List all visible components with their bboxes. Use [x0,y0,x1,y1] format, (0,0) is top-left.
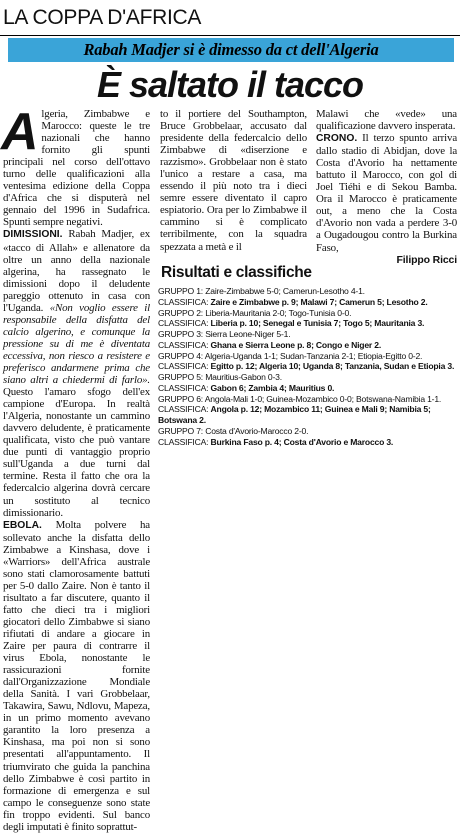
paragraph-crono: Il terzo spunto arriva dallo stadio di Abidjan, dove la Costa d'Avorio ha nettamente battuto il Marocco, con gol di Joel Tiéhi e di Sekou Bamba. Ora il Marocco è praticamente out, a meno che la Costa d'Avorio non vada a perdere 3-0 a Ougadougou contro la Burkina Faso, [316,132,457,254]
row-label: GRUPPO 4: [158,350,205,361]
paragraph-dimissioni-cont: Questo l'amaro sfogo dell'ex campione d'Europa. In realtà l'Algeria, nonostante un cammino davvero deludente, è praticamente qualificata, visto che può vantare due punti di vantaggio proprio sull'Uganda a due turni dal termine. Resta il fatto che ora la federcalcio algerina dovrà cercare un sostituto al tecnico dimissionario. [3,386,150,519]
article-column-3 [316,108,457,266]
results-row [158,308,458,319]
row-label: CLASSIFICA: [158,296,211,307]
standings-row [158,361,458,372]
standings-row [158,318,458,329]
section-header: LA COPPA D'AFRICA [0,0,460,36]
results-row [158,394,458,405]
results-row [158,286,458,297]
subhead-dimissioni: DIMISSIONI. [3,229,63,241]
row-label: GRUPPO 6: [158,393,205,404]
standings-row [158,297,458,308]
row-text: Liberia p. 10; Senegal e Tunisia 7; Togo 5; Mauritania 3. [210,318,425,329]
row-text: Mauritius-Gabon 0-3. [205,372,282,382]
row-text: Liberia-Mauritania 2-0; Togo-Tunisia 0-0. [205,307,352,318]
standings-row [158,437,458,448]
results-row [158,426,458,437]
paragraph-dimissioni: Rabah Madjer, ex «tacco di Allah» e allenatore da oltre un anno della nazionale algerina, ha rassegnato le dimissioni dopo il deludente pareggio ottenuto in casa con l'Uganda. [3,228,150,314]
row-text: Burkina Faso p. 4; Costa d'Avorio e Marocco 3. [210,436,394,447]
row-text: Ghana e Sierra Leone p. 8; Congo e Niger 2. [210,339,382,350]
headline: È saltato il tacco [96,64,364,105]
row-label: CLASSIFICA: [158,436,211,447]
row-text: Angola p. 12; Mozambico 11; Guinea e Mali 9; Namibia 5; Botswana 2. [158,404,431,425]
results-row [158,329,458,340]
row-label: CLASSIFICA: [158,382,211,393]
quote-madjer: «Non voglio essere il responsabile della disfatta del calcio algerino, e comunque la pressione su di me è diventata eccessiva, non riesco a resistere e preferisco andarmene prima che siano altri a chiedermi di farlo». [3,301,151,387]
row-label: GRUPPO 2: [158,307,206,318]
article-column-1 [1,103,151,833]
drop-cap: A [1,103,39,161]
paragraph-ebola: Molta polvere ha sollevato anche la disfatta dello Zimbabwe a Kinshasa, dove i «Warriors» dell'Africa australe sono stati clamorosamente battuti per 5-0 dallo Zaire. Non è tanto il risultato a far discutere, quanto il fatto che dieci tra i migliori giocatori dello Zimbabwe si siano rifiutati di andare a giocare in Zaire per paura di contrarre il virus Ebola, nonostante le rassicurazioni fornite dall'Organizzazione Mondiale della Sanità. I vari Grobbelaar, Takawira, Sawu, Ndlovu, Mapeza, in un primo momento avevano garantito la loro presenza a Kinshasa, ma poi non si sono presentati all'appuntamento. Il triumvirato che guida la panchina dello Zimbabwe è così partito in formazione di emergenza e sul campo le conseguenze sono state fin troppo evidenti. Sul banco degli imputati è finito soprattut- [3,518,150,833]
row-label: CLASSIFICA: [158,318,211,329]
row-text: Egitto p. 12; Algeria 10; Uganda 8; Tanzania, Sudan e Etiopia 3. [210,361,455,372]
subhead-ebola: EBOLA. [3,519,42,531]
standings-row [158,340,458,351]
row-label: GRUPPO 7: [158,425,206,436]
row-text: Costa d'Avorio-Marocco 2-0. [205,425,309,436]
results-row [158,372,458,383]
row-label: CLASSIFICA: [158,361,211,372]
row-label: CLASSIFICA: [158,339,211,350]
row-text: Sierra Leone-Niger 5-1. [205,329,291,339]
kicker-banner: Rabah Madjer si è dimesso da ct dell'Algeria [8,38,454,62]
row-label: GRUPPO 1: [158,286,206,296]
paragraph-malawi: Malawi che «vede» una qualificazione davvero insperata. [316,108,457,133]
author-signature: Filippo Ricci [396,253,457,266]
row-label: CLASSIFICA: [158,404,211,415]
paragraph-grobbelaar: to il portiere del Southampton, Bruce Grobbelaar, accusato dal presidente della federcalcio dello Zimbabwe di «diserzione e razzismo». Grobbelaar non è stato l'unico a restare a casa, ma essendo il più noto tra i dieci semre essere diventato il capro espiatorio. Ora per lo Zimbabwe il cammino si è complicato terribilmente, con la squadra spezzata a metà e il [160,108,307,253]
standings-row [158,383,458,394]
standings-row [158,404,458,426]
subhead-crono: CRONO. [316,133,358,145]
row-text: Zaire e Zimbabwe p. 9; Malawi 7; Camerun 5; Lesotho 2. [210,296,428,307]
row-text: Gabon 6; Zambia 4; Mauritius 0. [210,382,335,393]
row-text: Angola-Mali 1-0; Guinea-Mozambico 0-0; Botswana-Namibia 1-1. [204,393,442,404]
row-label: GRUPPO 3: [158,329,206,339]
row-text: Algeria-Uganda 1-1; Sudan-Tanzania 2-1; Etiopia-Egitto 0-2. [204,350,423,361]
results-box [158,262,458,447]
results-list [158,286,458,447]
article-column-2 [160,108,307,253]
results-title: Risultati e classifiche [161,264,312,281]
row-text: Zaire-Zimbabwe 5-0; Camerun-Lesotho 4-1. [205,286,365,296]
results-row [158,351,458,362]
row-label: GRUPPO 5: [158,372,206,382]
paragraph-intro: lgeria, Zimbabwe e Marocco: queste le tre nazionali che hanno fornito gli spunti principali nel corso dell'ottavo turno delle qualificazioni alla ventesima edizione della Coppa d'Africa che si disputerà nel gennaio del 1996 in Sudafrica. Spunti sempre negativi. [3,108,150,229]
